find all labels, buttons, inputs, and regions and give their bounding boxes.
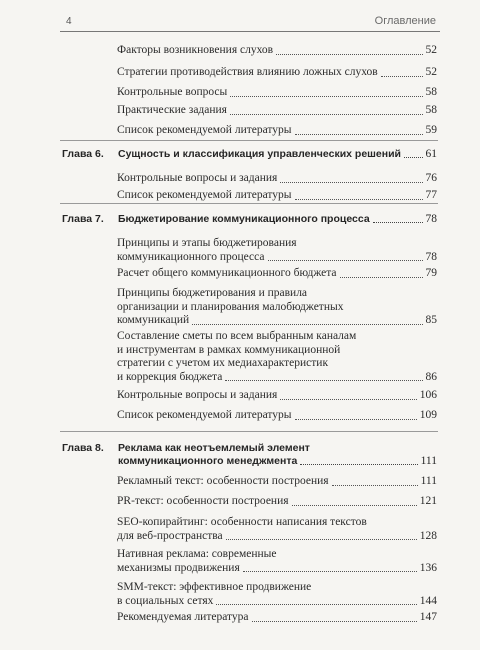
toc-title-line: и коррекция бюджета (117, 370, 223, 383)
dot-leader (268, 260, 423, 261)
page-ref: 59 (425, 124, 437, 136)
dot-leader (252, 621, 417, 622)
toc-entry[interactable] (117, 409, 437, 423)
toc-title-line: механизмы продвижения (117, 561, 240, 574)
toc-entry[interactable] (117, 44, 437, 58)
chapter-label: Глава 7. (62, 213, 104, 225)
dot-leader (332, 485, 418, 486)
toc-title-line: Реклама как неотъемлемый элемент (118, 442, 310, 454)
toc-title-line: Список рекомендуемой литературы (117, 409, 292, 421)
dot-leader (230, 96, 422, 97)
toc-entry[interactable] (117, 516, 437, 543)
toc-row (117, 66, 437, 80)
dot-leader (340, 277, 423, 278)
toc-entry[interactable] (117, 104, 437, 118)
chapter-divider (60, 203, 438, 204)
dot-leader (225, 380, 422, 381)
toc-entry[interactable] (117, 267, 437, 281)
chapter-label: Глава 8. (62, 442, 104, 454)
toc-row (117, 495, 437, 509)
toc-row (117, 530, 437, 544)
page-header (0, 0, 480, 34)
page-ref: 144 (419, 594, 437, 607)
page-ref: 78 (425, 250, 437, 263)
page-ref: 52 (425, 66, 437, 78)
toc-title-line: Контрольные вопросы (117, 86, 228, 98)
dot-leader (373, 222, 423, 223)
page-ref: 79 (425, 267, 437, 279)
toc-title-line: Принципы бюджетирования и правила (117, 287, 308, 299)
toc-title-line: Нативная реклама: современные (117, 548, 277, 560)
toc-title-line: Список рекомендуемой литературы (117, 189, 292, 201)
toc-title-line: коммуникационного процесса (117, 250, 265, 263)
toc-entry[interactable] (117, 475, 437, 489)
chapter-divider (60, 431, 438, 432)
toc-title-line: SEO-копирайтинг: особенности написания текстов (117, 516, 367, 528)
toc-chapter[interactable] (62, 148, 437, 161)
page-ref: 58 (425, 86, 437, 98)
toc-title-line: Сущность и классификация управленческих решений (118, 148, 402, 160)
toc-title-line: организации и планирования малобюджетных (117, 300, 344, 313)
dot-leader (226, 539, 417, 540)
page-ref: 52 (425, 44, 437, 56)
chapter-label: Глава 6. (62, 148, 104, 160)
toc-entry[interactable] (117, 611, 437, 625)
toc-title-line: и инструментам в рамках коммуникационной (117, 343, 341, 356)
toc-title-line: Рекомендуемая литература (117, 611, 249, 623)
dot-leader (276, 54, 422, 55)
page-ref: 86 (425, 370, 437, 383)
dot-leader (216, 604, 416, 605)
dot-leader (192, 324, 422, 325)
page-ref: 85 (425, 314, 437, 326)
toc-title-line: Контрольные вопросы и задания (117, 172, 278, 184)
toc-entry[interactable] (117, 172, 437, 186)
toc-title-line: PR-текст: особенности построения (117, 495, 289, 507)
toc-title-line: Список рекомендуемой литературы (117, 124, 292, 136)
dot-leader (295, 134, 423, 135)
page-ref: 78 (425, 213, 437, 225)
toc-title-line: в социальных сетях (117, 594, 214, 607)
page-number: 4 (66, 16, 72, 27)
toc-title-line: Контрольные вопросы и задания (117, 389, 278, 401)
chapter-title-block (118, 442, 437, 468)
toc-title-line: Рекламный текст: особенности построения (117, 475, 329, 487)
toc-row (117, 595, 437, 609)
toc-row (117, 611, 437, 625)
page-ref: 128 (419, 529, 437, 542)
page-ref: 136 (419, 561, 437, 574)
chapter-title-block (118, 148, 437, 161)
toc-row (117, 371, 437, 385)
toc-entry[interactable] (117, 330, 437, 384)
toc-row (117, 251, 437, 265)
toc-title-line: для веб-пространства (117, 529, 223, 542)
toc-entry[interactable] (117, 287, 437, 328)
toc-entry[interactable] (117, 548, 437, 575)
page-ref: 121 (419, 495, 437, 507)
page-ref: 76 (425, 172, 437, 184)
toc-row (117, 389, 437, 403)
page-ref: 77 (425, 189, 437, 201)
dot-leader (295, 419, 417, 420)
toc-entry[interactable] (117, 86, 437, 100)
page-ref: 58 (425, 104, 437, 116)
toc-title-line: Расчет общего коммуникационного бюджета (117, 267, 337, 279)
toc-entry[interactable] (117, 124, 437, 138)
chapter-title-block (118, 213, 437, 226)
toc-row (118, 148, 437, 161)
toc-entry[interactable] (117, 581, 437, 608)
page-ref: 109 (419, 409, 437, 421)
toc-title-line: Практические задания (117, 104, 227, 116)
toc-chapter[interactable] (62, 442, 437, 468)
toc-row (117, 189, 437, 203)
dot-leader (292, 505, 417, 506)
toc-entry[interactable] (117, 189, 437, 203)
dot-leader (280, 182, 422, 183)
toc-row (117, 172, 437, 186)
toc-entry[interactable] (117, 237, 437, 264)
toc-row (117, 314, 437, 328)
toc-title-line: SMM-текст: эффективное продвижение (117, 581, 312, 593)
toc-row (117, 44, 437, 58)
toc-title-line: Стратегии противодействия влиянию ложных слухов (117, 66, 378, 78)
dot-leader (404, 157, 422, 158)
toc-row (118, 213, 437, 226)
dot-leader (243, 571, 417, 572)
toc-row (117, 562, 437, 576)
toc-row (117, 409, 437, 423)
dot-leader (381, 76, 423, 77)
dot-leader (300, 464, 417, 465)
toc-row (117, 124, 437, 138)
running-head: Оглавление (374, 15, 436, 27)
toc-title-line: Бюджетирование коммуникационного процесса (118, 213, 370, 225)
page-ref: 106 (419, 389, 437, 401)
dot-leader (295, 199, 423, 200)
dot-leader (230, 114, 423, 115)
page-ref: 61 (425, 148, 437, 160)
toc-entry[interactable] (117, 66, 437, 80)
toc-chapter[interactable] (62, 213, 437, 226)
toc-entry[interactable] (117, 389, 437, 403)
page-ref: 147 (419, 611, 437, 623)
page-ref: 111 (420, 475, 437, 487)
toc-title-line: Факторы возникновения слухов (117, 44, 274, 56)
toc-title-line: коммуникационного менеджмента (118, 455, 298, 467)
header-rule (60, 31, 440, 32)
page-ref: 111 (420, 455, 437, 467)
toc-title-line: Принципы и этапы бюджетирования (117, 237, 297, 249)
toc-title-line: стратегии с учетом их медиахарактеристик (117, 357, 329, 369)
toc-row (117, 475, 437, 489)
toc-entry[interactable] (117, 495, 437, 509)
toc-row (117, 104, 437, 118)
toc-row (117, 267, 437, 281)
toc-title-line: коммуникаций (117, 314, 190, 326)
dot-leader (280, 399, 416, 400)
toc-row (117, 86, 437, 100)
toc-title-line: Составление сметы по всем выбранным каналам (117, 330, 357, 342)
chapter-divider (60, 140, 438, 141)
toc-row (118, 455, 437, 468)
